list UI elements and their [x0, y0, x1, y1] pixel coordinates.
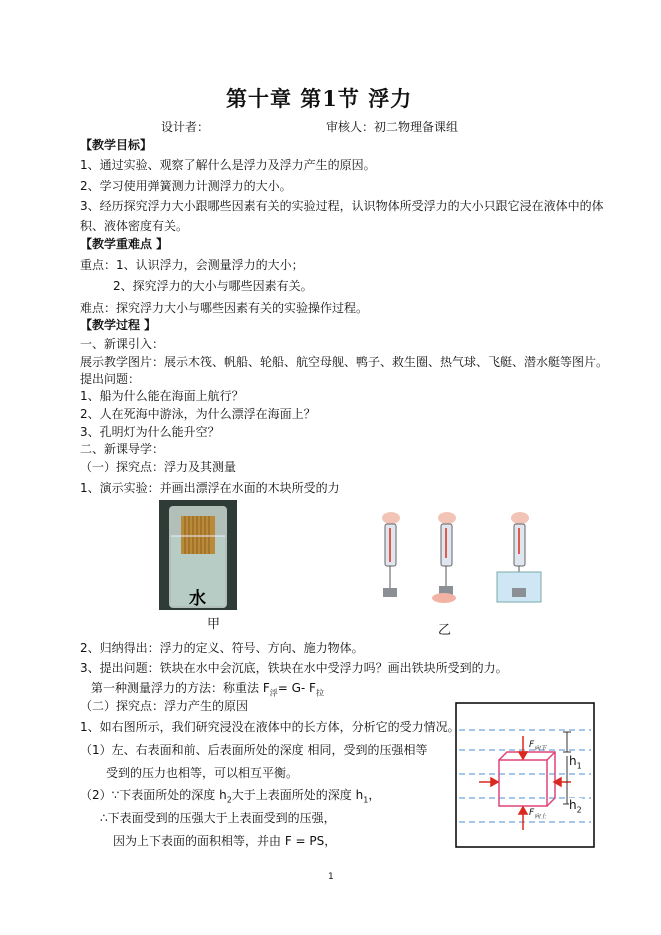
iron-question: 3、提出问题：铁块在水中会沉底，铁块在水中受浮力吗？画出铁块所受到的力。 — [80, 661, 508, 675]
h1-symbol: h — [569, 754, 577, 768]
caption-jia: 甲 — [207, 617, 221, 632]
cuboid-intro: 1、如右图所示，我们研究浸没在液体中的长方体，分析它的受力情况。 — [80, 720, 460, 734]
sides-balance: （1）左、右表面和前、后表面所处的深度 相同，受到的压强相等 — [80, 743, 428, 757]
label-f-bottom — [529, 808, 546, 820]
goal-3a: 3、经历探究浮力大小跟哪些因素有关的实验过程，认识物体所受浮力的大小只跟它浸在液体中的体 — [80, 199, 604, 213]
depth-compare-text: （2）∵下表面所处的深度 h — [80, 788, 227, 802]
h2-sub: 2 — [576, 805, 582, 815]
weighing-method-mid: = G- F — [277, 681, 316, 695]
spring-scale-2 — [432, 512, 456, 603]
question-1: 1、船为什么能在海面上航行？ — [80, 389, 244, 403]
depth-compare-end: ， — [368, 788, 381, 802]
label-f-top — [529, 740, 546, 752]
cuboid — [499, 752, 555, 806]
weighing-method-text: 第一种测量浮力的方法：称重法 F — [91, 681, 270, 695]
f-top-symbol: F — [529, 740, 535, 750]
goal-1: 1、通过实验、观察了解什么是浮力及浮力产生的原因。 — [80, 158, 376, 172]
question-2: 2、人在死海中游泳，为什么漂浮在海面上？ — [80, 407, 316, 421]
spring-scale-3 — [497, 512, 541, 602]
goal-2: 2、学习使用弹簧测力计测浮力的大小。 — [80, 179, 292, 193]
intro-pictures: 展示教学图片：展示木筏、帆船、轮船、航空母舰、鸭子、救生圈、热气球、飞艇、潜水艇等图片。 — [80, 355, 609, 369]
figure-jia-beaker — [159, 500, 237, 610]
depth-compare-post: 大于上表面所处的深度 h — [231, 788, 364, 802]
ask-questions: 提出问题： — [80, 372, 141, 386]
pressure-compare: ∴下表面受到的压强大于上表面受到的压强， — [100, 811, 336, 825]
caption-yi: 乙 — [438, 623, 452, 638]
key-point-2: 2、探究浮力的大小与哪些因素有关。 — [113, 279, 313, 293]
summarize: 2、归纳得出：浮力的定义、符号、方向、施力物体。 — [80, 641, 364, 655]
depth-compare — [80, 787, 380, 808]
question-3: 3、孔明灯为什么能升空？ — [80, 425, 220, 439]
h2-symbol: h — [569, 798, 577, 812]
section-intro: 一、新课引入： — [80, 337, 165, 351]
h1-sub: 1 — [576, 761, 582, 771]
sides-balance-2: 受到的压力也相等，可以相互平衡。 — [106, 766, 299, 780]
f-bottom-symbol: F — [529, 808, 535, 818]
label-h1 — [569, 754, 582, 770]
spring-scale-1 — [382, 512, 400, 597]
area-equal: 因为上下表面的面积相等，并由 F = PS， — [113, 834, 337, 848]
designer-label: 设计者： — [161, 120, 210, 134]
section-guide: 二、新课导学： — [80, 442, 165, 456]
depth-sub-2: 2 — [226, 795, 232, 805]
label-h2 — [569, 798, 582, 814]
difficulty: 难点：探究浮力大小与哪些因素有关的实验操作过程。 — [80, 301, 369, 315]
heading-key-points: 【教学重难点 】 — [80, 237, 169, 251]
goal-3b: 积、液体密度有关。 — [80, 219, 189, 233]
demo-experiment: 1、演示实验：并画出漂浮在水面的木块所受的力 — [80, 481, 340, 495]
f-top-sub: 向下 — [534, 744, 547, 752]
water-label: 水 — [189, 589, 206, 609]
key-point-1: 重点：1、认识浮力，会测量浮力的大小； — [80, 258, 304, 272]
subsection-2: （二）探究点：浮力产生的原因 — [80, 699, 249, 713]
page-title: 第十章 第1节 浮力 — [226, 86, 413, 111]
figure-submerged-cuboid — [455, 702, 595, 848]
heading-process: 【教学过程 】 — [80, 318, 157, 332]
subsection-1: （一）探究点：浮力及其测量 — [80, 460, 237, 474]
page-number: 1 — [328, 872, 334, 882]
f-bottom-sub: 向上 — [534, 812, 547, 820]
figure-yi-spring-scales — [372, 510, 552, 610]
weighing-sub-buoy: 浮 — [269, 688, 278, 698]
weighing-sub-pull: 拉 — [315, 688, 324, 698]
reviewer-label: 审核人：初二物理备课组 — [326, 120, 459, 134]
heading-goals: 【教学目标】 — [80, 138, 153, 152]
depth-sub-1: 1 — [363, 795, 369, 805]
